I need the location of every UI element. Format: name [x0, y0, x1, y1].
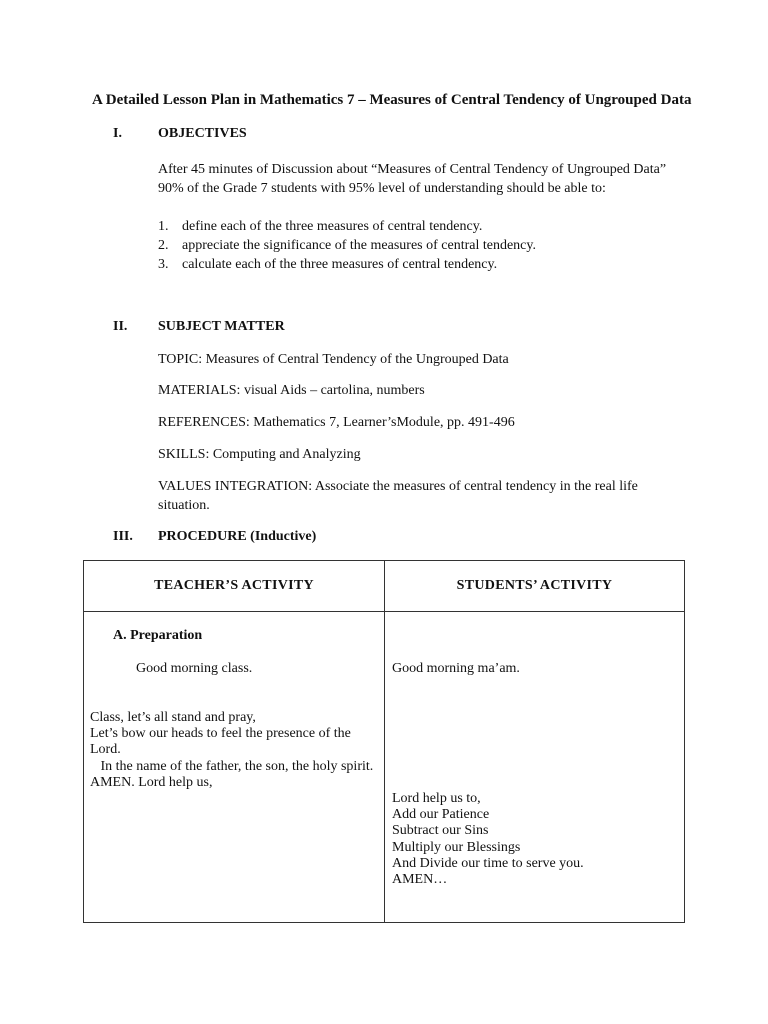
student-prayer-line: Subtract our Sins	[392, 823, 489, 838]
teacher-prayer-line: Let’s bow our heads to feel the presence of the	[90, 726, 351, 741]
teacher-prayer-line: Class, let’s all stand and pray,	[90, 710, 256, 725]
objective-item-number: 2.	[158, 238, 169, 253]
student-prayer-line: AMEN…	[392, 872, 448, 887]
preparation-subheading: A. Preparation	[113, 628, 203, 643]
students-activity-cell	[385, 612, 685, 923]
subject-materials: MATERIALS: visual Aids – cartolina, numbers	[158, 383, 425, 398]
student-prayer-line: And Divide our time to serve you.	[392, 856, 584, 871]
section-title-objectives: OBJECTIVES	[158, 126, 247, 141]
procedure-table-row	[84, 612, 685, 923]
subject-values-line-1: VALUES INTEGRATION: Associate the measures of central tendency in the real life	[158, 479, 638, 494]
teacher-activity-cell	[84, 612, 385, 923]
subject-topic: TOPIC: Measures of Central Tendency of the Ungrouped Data	[158, 352, 509, 367]
objective-item-number: 3.	[158, 257, 169, 272]
section-title-subject-matter: SUBJECT MATTER	[158, 319, 285, 334]
section-number-subject-matter: II.	[113, 319, 128, 334]
student-prayer-line: Add our Patience	[392, 807, 490, 822]
section-number-procedure: III.	[113, 529, 133, 544]
objectives-intro-line-1: After 45 minutes of Discussion about “Measures of Central Tendency of Ungrouped Data”	[158, 162, 667, 177]
student-greeting: Good morning ma’am.	[392, 661, 520, 676]
teacher-activity-header: TEACHER’S ACTIVITY	[84, 561, 385, 612]
objective-item-number: 1.	[158, 219, 169, 234]
objectives-intro-line-2: 90% of the Grade 7 students with 95% level of understanding should be able to:	[158, 181, 606, 196]
objective-item	[158, 255, 497, 274]
subject-skills: SKILLS: Computing and Analyzing	[158, 447, 361, 462]
procedure-table	[83, 560, 685, 923]
procedure-table-header-row	[84, 561, 685, 612]
section-number-objectives: I.	[113, 126, 122, 141]
subject-references: REFERENCES: Mathematics 7, Learner’sModule, pp. 491-496	[158, 415, 515, 430]
objective-item	[158, 236, 536, 255]
subject-values-line-2: situation.	[158, 498, 210, 513]
teacher-prayer-line: In the name of the father, the son, the holy spirit.	[90, 759, 374, 774]
objective-item-text: appreciate the significance of the measures of central tendency.	[182, 238, 536, 253]
student-prayer-line: Multiply our Blessings	[392, 840, 521, 855]
objective-item	[158, 217, 482, 236]
objective-item-text: define each of the three measures of central tendency.	[182, 219, 483, 234]
teacher-prayer-line: AMEN. Lord help us,	[90, 775, 213, 790]
objective-item-text: calculate each of the three measures of central tendency.	[182, 257, 498, 272]
students-activity-header: STUDENTS’ ACTIVITY	[385, 561, 685, 612]
teacher-greeting: Good morning class.	[136, 661, 253, 676]
document-title: A Detailed Lesson Plan in Mathematics 7 – Measures of Central Tendency of Ungrouped Data	[92, 92, 692, 108]
teacher-prayer-line: Lord.	[90, 742, 121, 757]
student-prayer-line: Lord help us to,	[392, 791, 481, 806]
section-title-procedure: PROCEDURE (Inductive)	[158, 529, 317, 544]
